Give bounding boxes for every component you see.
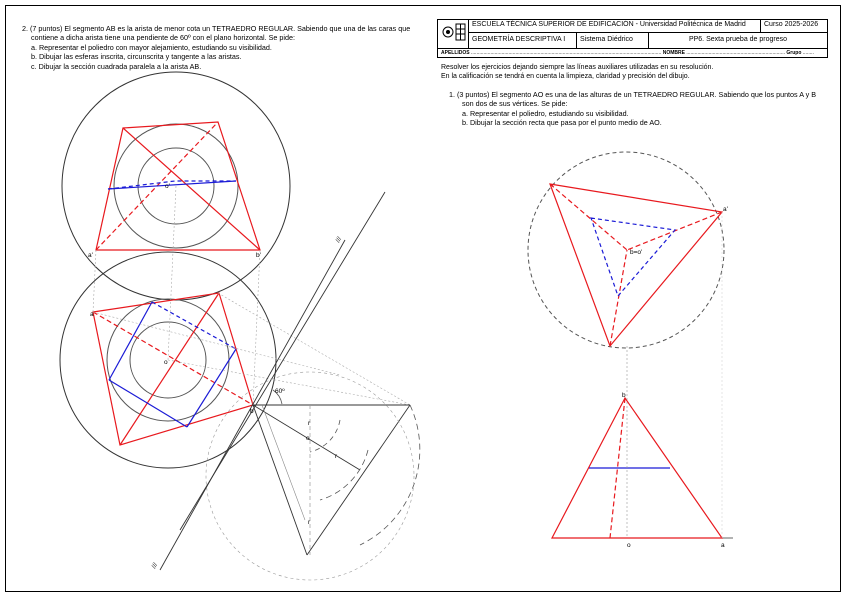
ex1-circumscribed-circle: [528, 152, 724, 348]
label-a1-elev: a': [88, 252, 93, 259]
label-r1: r: [308, 420, 311, 427]
surname-dots: .........................................................................................................................................: [471, 50, 663, 56]
label-rc: r: [308, 519, 311, 526]
group-label: Grupo: [786, 50, 802, 56]
exercise-1-item-a: a. Representar el poliedro, estudiando su visibilidad.: [462, 108, 629, 118]
exercise-2-item-c: c. Dibujar la sección cuadrada paralela a la arista AB.: [31, 61, 202, 71]
label-a-plan: a: [90, 311, 94, 318]
label-ex1-o: o: [627, 542, 631, 549]
tetra-outline-plan: [93, 293, 253, 445]
ex2-projection-lines: [93, 186, 410, 405]
exercise-2-item-a: a. Representar el poliedro con mayor alejamiento, estudiando su visibilidad.: [31, 42, 272, 52]
name-label: NOMBRE: [662, 50, 685, 56]
ex1-tetra-outline: [550, 184, 722, 346]
label-ex1-a: a: [721, 542, 725, 549]
label-r2: r: [335, 453, 338, 460]
instruction-1: Resolver los ejercicios dejando siempre las líneas auxiliares utilizadas en su resolución.: [441, 64, 714, 71]
instruction-2: En la calificación se tendrá en cuenta la limpieza, claridad y precisión del dibujo.: [441, 73, 690, 80]
label-o-rot: o: [306, 435, 310, 442]
school-name: ESCUELA TÉCNICA SUPERIOR DE EDIFICACIÓN - Universidad Politécnica de Madrid: [469, 20, 761, 33]
label-o-plan: o: [164, 359, 168, 366]
label-line-mark-1: ///: [334, 235, 344, 244]
label-ex1-bo: b=o': [630, 249, 643, 256]
exercise-1-heading: 1. (3 puntos) El segmento AO es una de las alturas de un TETRAEDRO REGULAR. Sabiendo que los puntos A y B: [449, 90, 817, 99]
exercise-1-heading-cont: son dos de sus vértices. Se pide:: [462, 99, 568, 109]
tetra-outline-elev: [96, 122, 260, 250]
ex1-section-plan: [591, 218, 675, 296]
label-ex1-a1: a': [723, 206, 728, 213]
label-angle: 60º: [275, 388, 285, 395]
label-b1-elev: b': [256, 252, 261, 259]
course-year: Curso 2025-2026: [761, 20, 827, 33]
label-line-mark-2: ///: [150, 561, 160, 570]
test-name: PP6. Sexta prueba de progreso: [649, 33, 827, 49]
label-ex1-b: b: [622, 392, 626, 399]
exercise-1-item-b: b. Dibujar la sección recta que pasa por el punto medio de AO.: [462, 118, 662, 128]
surname-label: APELLIDOS: [441, 50, 470, 56]
system-name: Sistema Diédrico: [577, 33, 649, 49]
ex2-auxiliary-lines: [160, 192, 410, 570]
exercise-2-heading-cont: contiene a dicha arista tiene una pendiente de 60º con el plano horizontal. Se pide:: [31, 33, 295, 43]
ex1-elevation: [552, 212, 733, 538]
label-b-plan: b: [250, 408, 254, 415]
subject-name: GEOMETRÍA DESCRIPTIVA I: [469, 33, 577, 49]
exercise-2-heading: 2. (7 puntos) El segmento AB es la arista de menor cota un TETRAEDRO REGULAR. Sabiendo que una de las caras que: [22, 24, 411, 33]
name-dots: .......................................................................: [686, 50, 787, 56]
label-o1-elev: o': [165, 183, 170, 190]
exercise-2-item-b: b. Dibujar las esferas inscrita, circunscrita y tangente a las aristas.: [31, 52, 242, 62]
ex1-plan: [528, 152, 724, 348]
group-dots: ........: [802, 50, 814, 56]
